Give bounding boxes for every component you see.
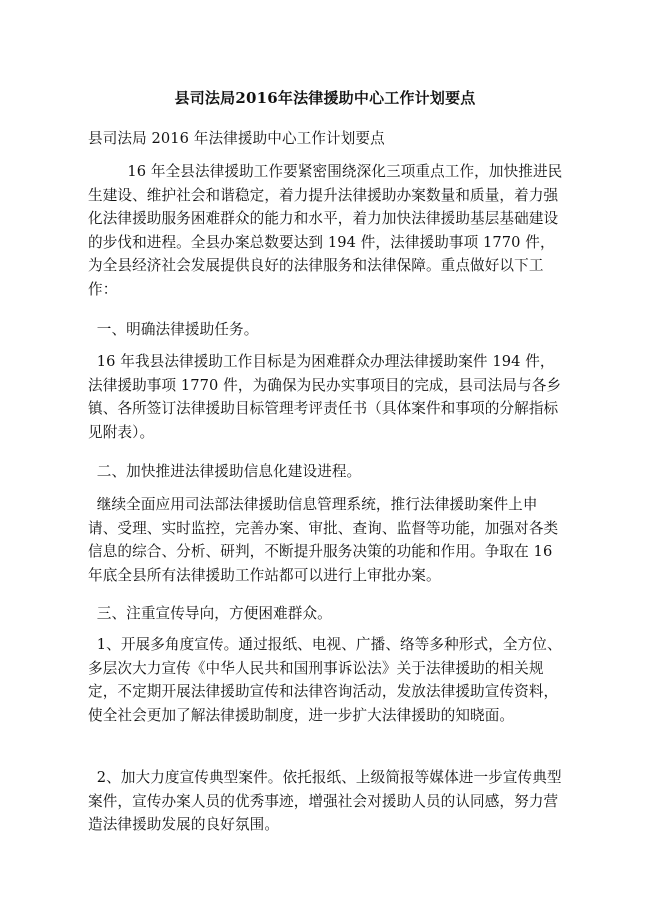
section-1-paragraph: 16 年我县法律援助工作目标是为困难群众办理法律援助案件 194 件，法律援助事项 1770 件，为确保为民办实事项目的完成，县司法局与各乡镇、各所签订法律援助目标管理考评责任书（具体案件和事项的分解指标见附表）。 <box>88 353 562 441</box>
section-3-item-1: 1、开展多角度宣传。通过报纸、电视、广播、络等多种形式，全方位、多层次大力宣传《中华人民共和国刑事诉讼法》关于法律援助的相关规定，不定期开展法律援助宣传和法律咨询活动，发放法律援助宣传资料，使全社会更加了解法律援助制度，进一步扩大法律援助的知晓面。 <box>88 636 562 724</box>
document-title: 县司法局2016年法律援助中心工作计划要点 <box>174 89 476 107</box>
section-heading-3: 三、注重宣传导向，方便困难群众。 <box>96 605 332 622</box>
intro-paragraph: 16 年全县法律援助工作要紧密围绕深化三项重点工作，加快推进民生建设、维护社会和谐稳定，着力提升法律援助办案数量和质量，着力强化法律援助服务困难群众的能力和水平，着力加快法律援助基层基础建设的步伐和进程。全县办案总数要达到 194 件，法律援助事项 1770 件，为全县经济社会发展提供良好的法律服务和法律保障。重点做好以下工作： <box>88 163 563 298</box>
section-heading-1: 一、明确法律援助任务。 <box>96 321 259 338</box>
section-3-item-2: 2、加大力度宣传典型案件。依托报纸、上级简报等媒体进一步宣传典型案件，宣传办案人员的优秀事迹，增强社会对援助人员的认同感，努力营造法律援助发展的良好氛围。 <box>88 769 562 833</box>
section-heading-2: 二、加快推进法律援助信息化建设进程。 <box>96 463 362 480</box>
document-subtitle: 县司法局 2016 年法律援助中心工作计划要点 <box>88 130 385 147</box>
section-2-paragraph: 继续全面应用司法部法律援助信息管理系统，推行法律援助案件上申请、受理、实时监控，完善办案、审批、查询、监督等功能，加强对各类信息的综合、分析、研判，不断提升服务决策的功能和作用。争取在 16 年底全县所有法律援助工作站都可以进行上审批办案。 <box>88 496 559 584</box>
